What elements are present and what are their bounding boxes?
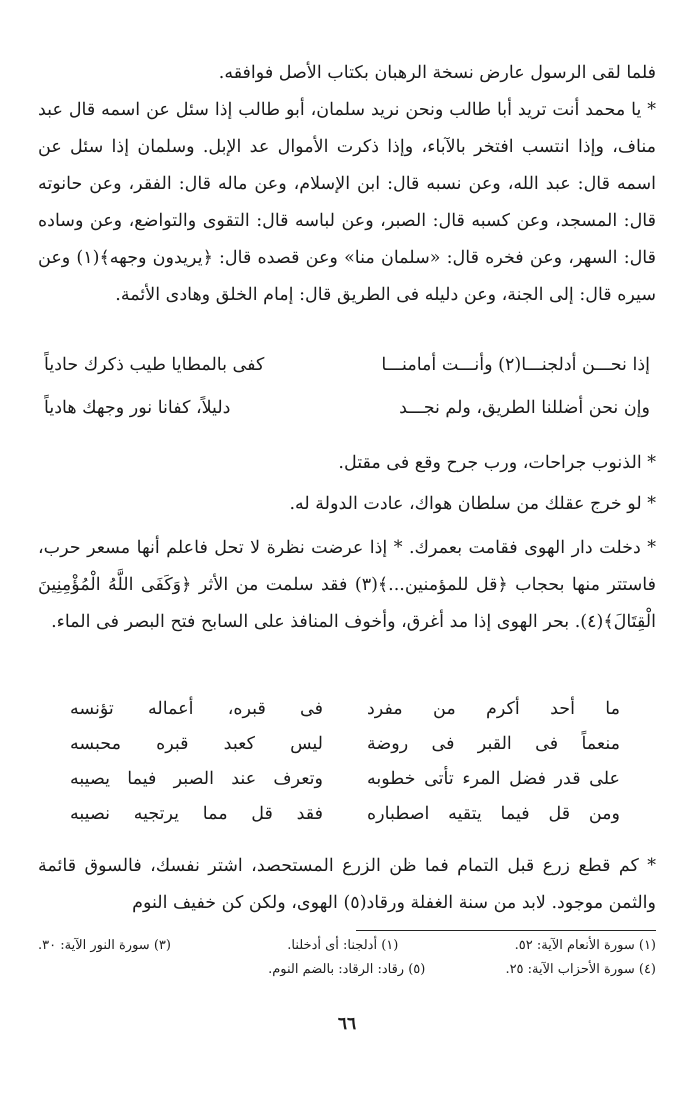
page-number: ٦٦ <box>337 1014 357 1034</box>
footnote-row <box>38 960 656 980</box>
paragraph-salman <box>38 92 656 314</box>
verse-hemistich-first: إذا نحـــن أدلجنـــا(٢) وأنـــت أمامنـــا <box>381 355 650 375</box>
footnote-row <box>38 936 656 956</box>
paragraph-opening <box>38 55 656 92</box>
paragraph-text: * الذنوب جراحات، ورب جرح وقع فى مقتل. <box>338 453 656 473</box>
verse-hemistich-second: دليلاً، كفانا نور وجهك هادياً <box>44 398 231 418</box>
poem-line <box>70 692 620 727</box>
footnote: (٥) رقاد: الرقاد: بالضم النوم. <box>268 962 426 977</box>
verse-hemistich-second: كفى بالمطايا طيب ذكرك حادياً <box>44 355 265 375</box>
verse-line <box>44 350 650 382</box>
footnote: (٤) سورة الأحزاب الآية: ٢٥. <box>505 962 656 977</box>
paragraph-text: * كم قطع زرع قبل التمام فما ظن الزرع المستحصد، اشتر نفسك، فالسوق قائمة والثمن موجود. لابد من سنة الغفلة ورقاد(٥) الهوى، ولكن كن خفيف النوم <box>38 856 656 913</box>
poem-hemistich-second: وتعرف عند الصبر فيما يصيبه <box>70 769 323 789</box>
footnote: (١) سورة الأنعام الآية: ٥٢. <box>514 938 656 953</box>
poem-line <box>70 762 620 797</box>
poem-block <box>70 692 620 832</box>
poem-hemistich-second: فى قبره، أعماله تؤنسه <box>70 699 323 719</box>
paragraph-text: * يا محمد أنت تريد أبا طالب ونحن نريد سلمان، أبو طالب إذا سئل عن اسمه قال عبد مناف، وإذا انتسب افتخر بالآباء، وإذا ذكرت الأموال عد الإبل. وسلمان إذا سئل عن اسمه قال: عبد الله، وعن نسبه قال: ابن الإسلام، وعن ماله قال: الفقر، وعن حانوته قال: المسجد، وعن كسبه قال: الصبر، وعن لباسه قال: التقوى والتواضع، وعن وساده قال: السهر، وعن فخره قال: «سلمان منا» وعن قصده قال: ﴿يريدون وجهه﴾(١) وعن سيره قال: إلى الجنة، وعن دليله فى الطريق قال: إمام الخلق وهادى الأئمة. <box>38 100 657 305</box>
verse-hemistich-first: وإن نحن أضللنا الطريق، ولم نجـــد <box>399 398 650 418</box>
footnote: (١) أدلجنا: أى أدخلنا. <box>287 938 399 953</box>
poem-hemistich-first: ومن قل فيما يتقيه اصطباره <box>367 804 620 824</box>
paragraph-text: فلما لقى الرسول عارض نسخة الرهبان بكتاب الأصل فوافقه. <box>218 63 656 83</box>
poem-hemistich-second: ليس كعبد قبره محبسه <box>70 734 323 754</box>
paragraph-reason <box>38 486 656 523</box>
poem-hemistich-first: منعماً فى القبر فى روضة <box>367 734 620 754</box>
footnote: (٣) سورة النور الآية: ٣٠. <box>38 938 171 953</box>
paragraph-text: * لو خرج عقلك من سلطان هواك، عادت الدولة له. <box>289 494 656 514</box>
poem-hemistich-second: فقد قل مما يرتجيه نصيبه <box>70 804 323 824</box>
paragraph-sins <box>38 445 656 482</box>
poem-hemistich-first: على قدر فضل المرء تأتى خطوبه <box>367 769 620 789</box>
footnote-divider <box>356 930 656 931</box>
poem-line <box>70 797 620 832</box>
poem-line <box>70 727 620 762</box>
footnote <box>38 960 188 980</box>
paragraph-text: * دخلت دار الهوى فقامت بعمرك. * إذا عرضت نظرة لا تحل فاعلم أنها مسعر حرب، فاستتر منها بحجاب ﴿قل للمؤمنين...﴾(٣) فقد سلمت من الأثر ﴿وَكَفَى اللَّهُ الْمُؤْمِنِينَ الْقِتَالَ﴾(٤). بحر الهوى إذا مد أغرق، وأخوف المنافذ على السابح فتح البصر فى الماء. <box>38 538 656 632</box>
paragraph-harvest <box>38 848 656 922</box>
poem-hemistich-first: ما أحد أكرم من مفرد <box>367 699 620 719</box>
verse-line <box>44 393 650 425</box>
paragraph-desire <box>38 530 656 641</box>
